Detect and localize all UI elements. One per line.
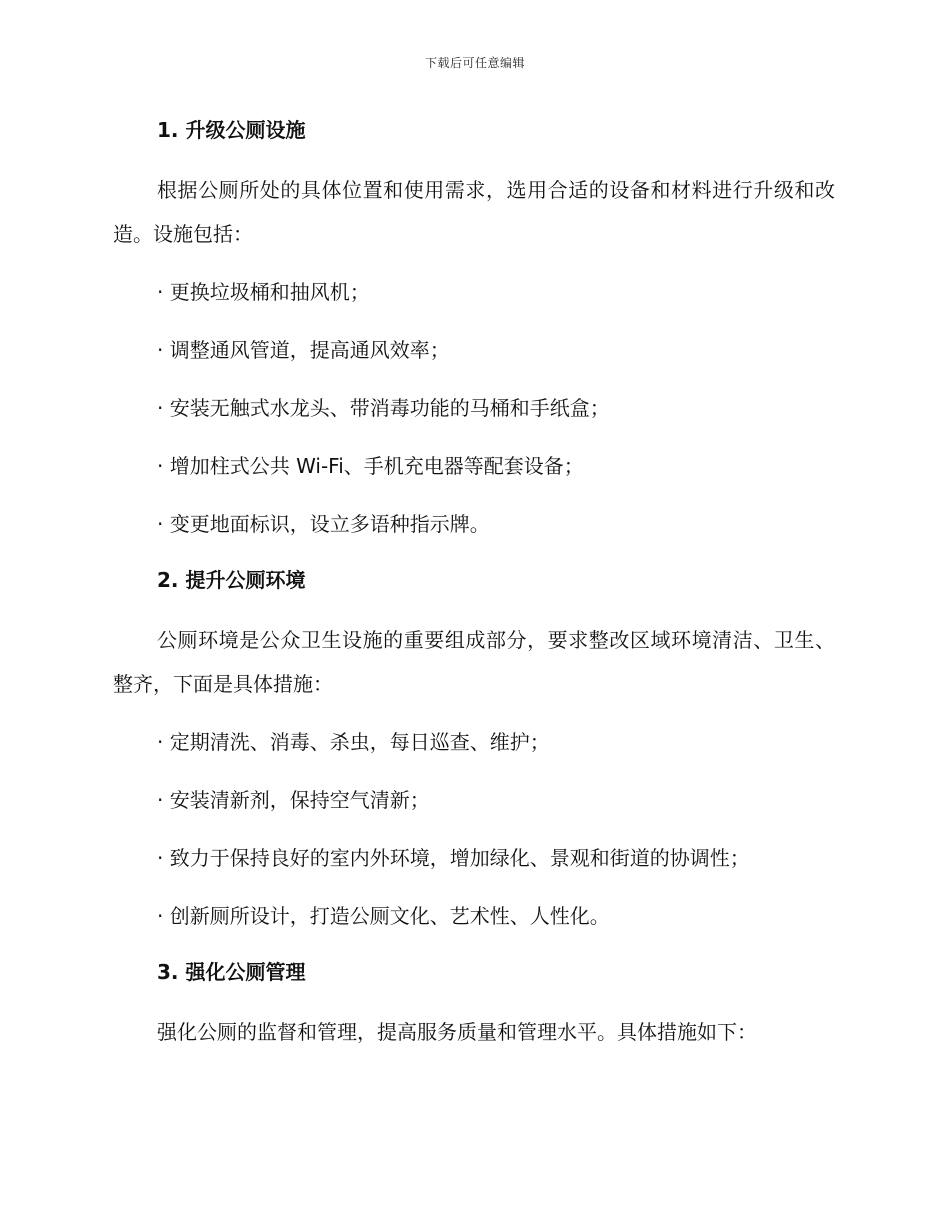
list-item: · 安装清新剂，保持空气清新；: [157, 788, 430, 812]
section-paragraph: 根据公厕所处的具体位置和使用需求，选用合适的设备和材料进行升级和改造。设施包括：: [113, 178, 835, 246]
section-paragraph: 公厕环境是公众卫生设施的重要组成部分，要求整改区域环境清洁、卫生、整齐，下面是具体措施：: [113, 628, 835, 696]
list-item: · 安装无触式水龙头、带消毒功能的马桶和手纸盒；: [157, 396, 610, 420]
list-item: · 创新厕所设计，打造公厕文化、艺术性、人性化。: [157, 904, 610, 928]
list-item: · 调整通风管道，提高通风效率；: [157, 338, 450, 362]
section-paragraph: 强化公厕的监督和管理，提高服务质量和管理水平。具体措施如下：: [157, 1020, 757, 1044]
header-note: 下载后可任意编辑: [424, 56, 525, 70]
list-item: · 增加柱式公共 Wi-Fi、手机充电器等配套设备；: [157, 454, 584, 478]
list-item: · 更换垃圾桶和抽风机；: [157, 280, 370, 304]
section-heading: 3. 强化公厕管理: [157, 960, 306, 984]
section-heading: 2. 提升公厕环境: [157, 568, 306, 592]
section-heading: 1. 升级公厕设施: [157, 118, 306, 142]
document-body: [113, 110, 835, 1068]
list-item: · 定期清洗、消毒、杀虫，每日巡查、维护；: [157, 730, 550, 754]
list-item: · 致力于保持良好的室内外环境，增加绿化、景观和街道的协调性；: [157, 846, 750, 870]
list-item: · 变更地面标识，设立多语种指示牌。: [157, 512, 490, 536]
